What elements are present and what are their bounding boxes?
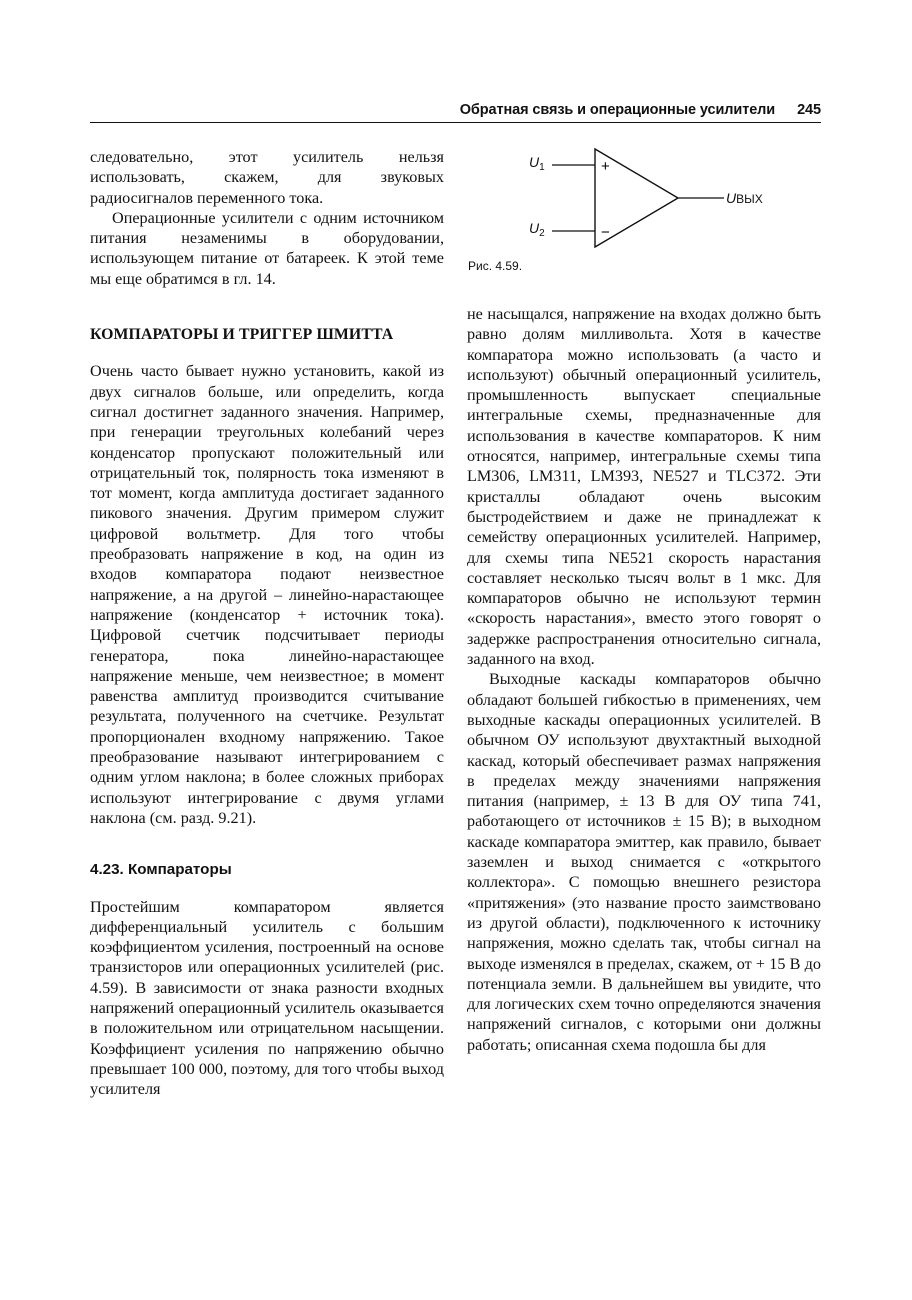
paragraph: Очень часто бывает нужно установить, какой из двух сигналов больше, или определить, когда сигнал достигнет заданного значения. Например, при генерации треугольных колебаний через конденсатор пропускают положительный или отрицательный ток, полярность тока изменяют в тот момент, когда амплитуда достигает заданного пикового значения. Другим примером служит цифровой вольтметр. Для того чтобы преобразовать напряжение в код, на один из входов компаратора подают неизвестное напряжение, а на другой – линейно-нарастающее напряжение (конденсатор + источник тока). Цифровой счетчик подсчитывает периоды генератора, пока линейно-нарастающее напряжение меньше, чем неизвестное; в момент равенства амплитуд производится считывание результата, полученного на счетчике. Результат пропорционален входному напряжению. Такое преобразование называют интегрированием с одним углом наклона; в более сложных приборах используют интегрирование с двумя углами наклона (см. разд. 9.21).	[90, 362, 444, 827]
figure-caption: Рис. 4.59.	[468, 259, 523, 273]
paragraph: Операционные усилители с одним источником питания незаменимы в оборудовании, использующем питание от батареек. К этой теме мы еще обратимся в гл. 14.	[90, 208, 444, 288]
paragraph: Простейшим компаратором является дифференциальный усилитель с большим коэффициентом усиления, построенный на основе транзисторов или операционных усилителей (рис. 4.59). В зависимости от знака разности входных напряжений операционный усилитель оказывается в положительном или отрицательном насыщении. Коэффициент усиления по напряжению обычно превышает 100 000, поэтому, для того чтобы выход усилителя	[90, 897, 444, 1099]
subsection-title: 4.23. Компараторы	[90, 861, 232, 879]
header-rule	[90, 122, 821, 123]
running-header	[90, 102, 821, 118]
section-title: КОМПАРАТОРЫ И ТРИГГЕР ШМИТТА	[90, 326, 394, 344]
op-amp-diagram	[468, 143, 821, 263]
header-title: Обратная связь и операционные усилители	[459, 102, 776, 118]
right-column	[467, 304, 821, 1055]
paragraph: Выходные каскады компараторов обычно обладают большей гибкостью в применениях, чем выходные каскады операционных усилителей. В обычном ОУ используют двухтактный выходной каскад, который обеспечивает размах напряжения в пределах между значениями напряжения питания (например, ± 13 В для ОУ типа 741, работающего от источников ± 15 В); в выходном каскаде компаратора эмиттер, как правило, бывает заземлен и выход снимается с «открытого коллектора». С помощью внешнего резистора «притяжения» (это название просто заимствовано из другой области), подключенного к источнику напряжения, можно сделать так, чтобы сигнал на выходе изменялся в пределах, скажем, от + 15 В до потенциала земли. В дальнейшем вы увидите, что для логических схем точно определяются значения напряжений сигналов, с которыми они должны работать; описанная схема подошла бы для	[467, 670, 821, 1054]
page-number: 245	[797, 102, 821, 118]
paragraph: следовательно, этот усилитель нельзя использовать, скажем, для звуковых радиосигналов переменного тока.	[90, 148, 444, 207]
input1-label: $U_1$	[529, 154, 545, 173]
plus-sign: +	[601, 158, 610, 175]
output-label: UВЫХ	[726, 190, 763, 206]
input2-label: $U_2$	[529, 220, 545, 239]
paragraph: не насыщался, напряжение на входах должно быть равно долям милливольта. Хотя в качестве компаратора можно использовать (а часто и используют) обычный операционный усилитель, промышленность выпускает специальные интегральные схемы, предназначенные для использования в качестве компараторов. К ним относятся, например, интегральные схемы типа LM306, LM311, LM393, NE527 и TLC372. Эти кристаллы обладают очень высоким быстродействием и даже не принадлежат к семейству операционных усилителей. Например, для схемы типа NE521 скорость нарастания составляет несколько тысяч вольт в 1 мкс. Для компараторов обычно не используют термин «скорость нарастания», вместо этого говорят о задержке распространения относительно сигнала, заданного на вход.	[467, 305, 821, 669]
minus-sign: −	[601, 224, 610, 241]
figure-4-59	[468, 143, 821, 283]
left-column	[90, 147, 444, 1099]
